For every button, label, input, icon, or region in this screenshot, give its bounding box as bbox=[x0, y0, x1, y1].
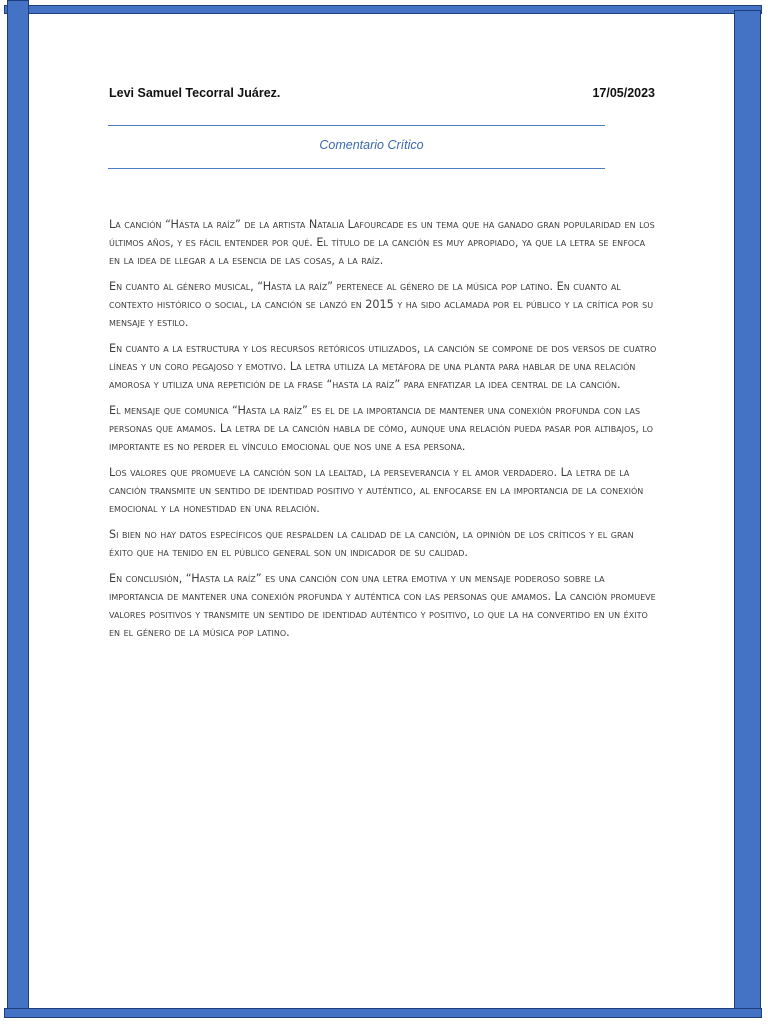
page-border-right bbox=[734, 10, 761, 1018]
paragraph: Si bien no hay datos específicos que respalden la calidad de la canción, la opinión de los críticos y el gran éxito que ha tenido en el público general son un indicador de su calidad. bbox=[109, 528, 634, 559]
page-border-top bbox=[4, 5, 762, 14]
paragraph: El mensaje que comunica “Hasta la raíz” es el de la importancia de mantener una conexión profunda con las personas que amamos. La letra de la canción habla de cómo, aunque una relación pueda pasar por altibajos, lo importante es no perder el vínculo emocional que nos une a esa persona. bbox=[109, 404, 653, 453]
paragraph: La canción “Hasta la raíz” de la artista Natalia Lafourcade es un tema que ha ganado gran popularidad en los últimos años, y es fácil entender por qué. El título de la canción es muy apropiado, ya que la letra se enfoca en la idea de llegar a la esencia de las cosas, a la raíz. bbox=[109, 218, 655, 267]
paragraph: En cuanto a la estructura y los recursos retóricos utilizados, la canción se compone de dos versos de cuatro líneas y un coro pegajoso y emotivo. La letra utiliza la metáfora de una planta para hablar de una relación amorosa y utiliza una repetición de la frase “hasta la raíz” para enfatizar la idea central de la canción. bbox=[109, 342, 657, 391]
page-border-bottom bbox=[4, 1008, 762, 1018]
page-border-left bbox=[7, 0, 29, 1017]
paragraph: Los valores que promueve la canción son la lealtad, la perseverancia y el amor verdadero. La letra de la canción transmite un sentido de identidad positivo y auténtico, al enfocarse en la importancia de la conexión emocional y la honestidad en una relación. bbox=[109, 466, 644, 515]
subtitle-rule-top bbox=[108, 125, 605, 126]
document-header bbox=[109, 86, 655, 100]
subtitle-rule-bottom bbox=[108, 168, 605, 169]
author-name: Levi Samuel Tecorral Juárez. bbox=[109, 86, 281, 100]
paragraph: En conclusión, “Hasta la raíz” es una canción con una letra emotiva y un mensaje poderoso sobre la importancia de mantener una conexión profunda y auténtica con las personas que amamos. La canción promueve valores positivos y transmite un sentido de identidad auténtico y positivo, lo que la ha convertido en un éxito en el género de la música pop latino. bbox=[109, 572, 656, 639]
document-body bbox=[109, 216, 657, 650]
document-subtitle: Comentario Crítico bbox=[319, 138, 424, 152]
document-date: 17/05/2023 bbox=[592, 86, 655, 100]
paragraph: En cuanto al género musical, “Hasta la raíz” pertenece al género de la música pop latino. En cuanto al contexto histórico o social, la canción se lanzó en 2015 y ha sido aclamada por el público y la crítica por su mensaje y estilo. bbox=[109, 280, 654, 329]
